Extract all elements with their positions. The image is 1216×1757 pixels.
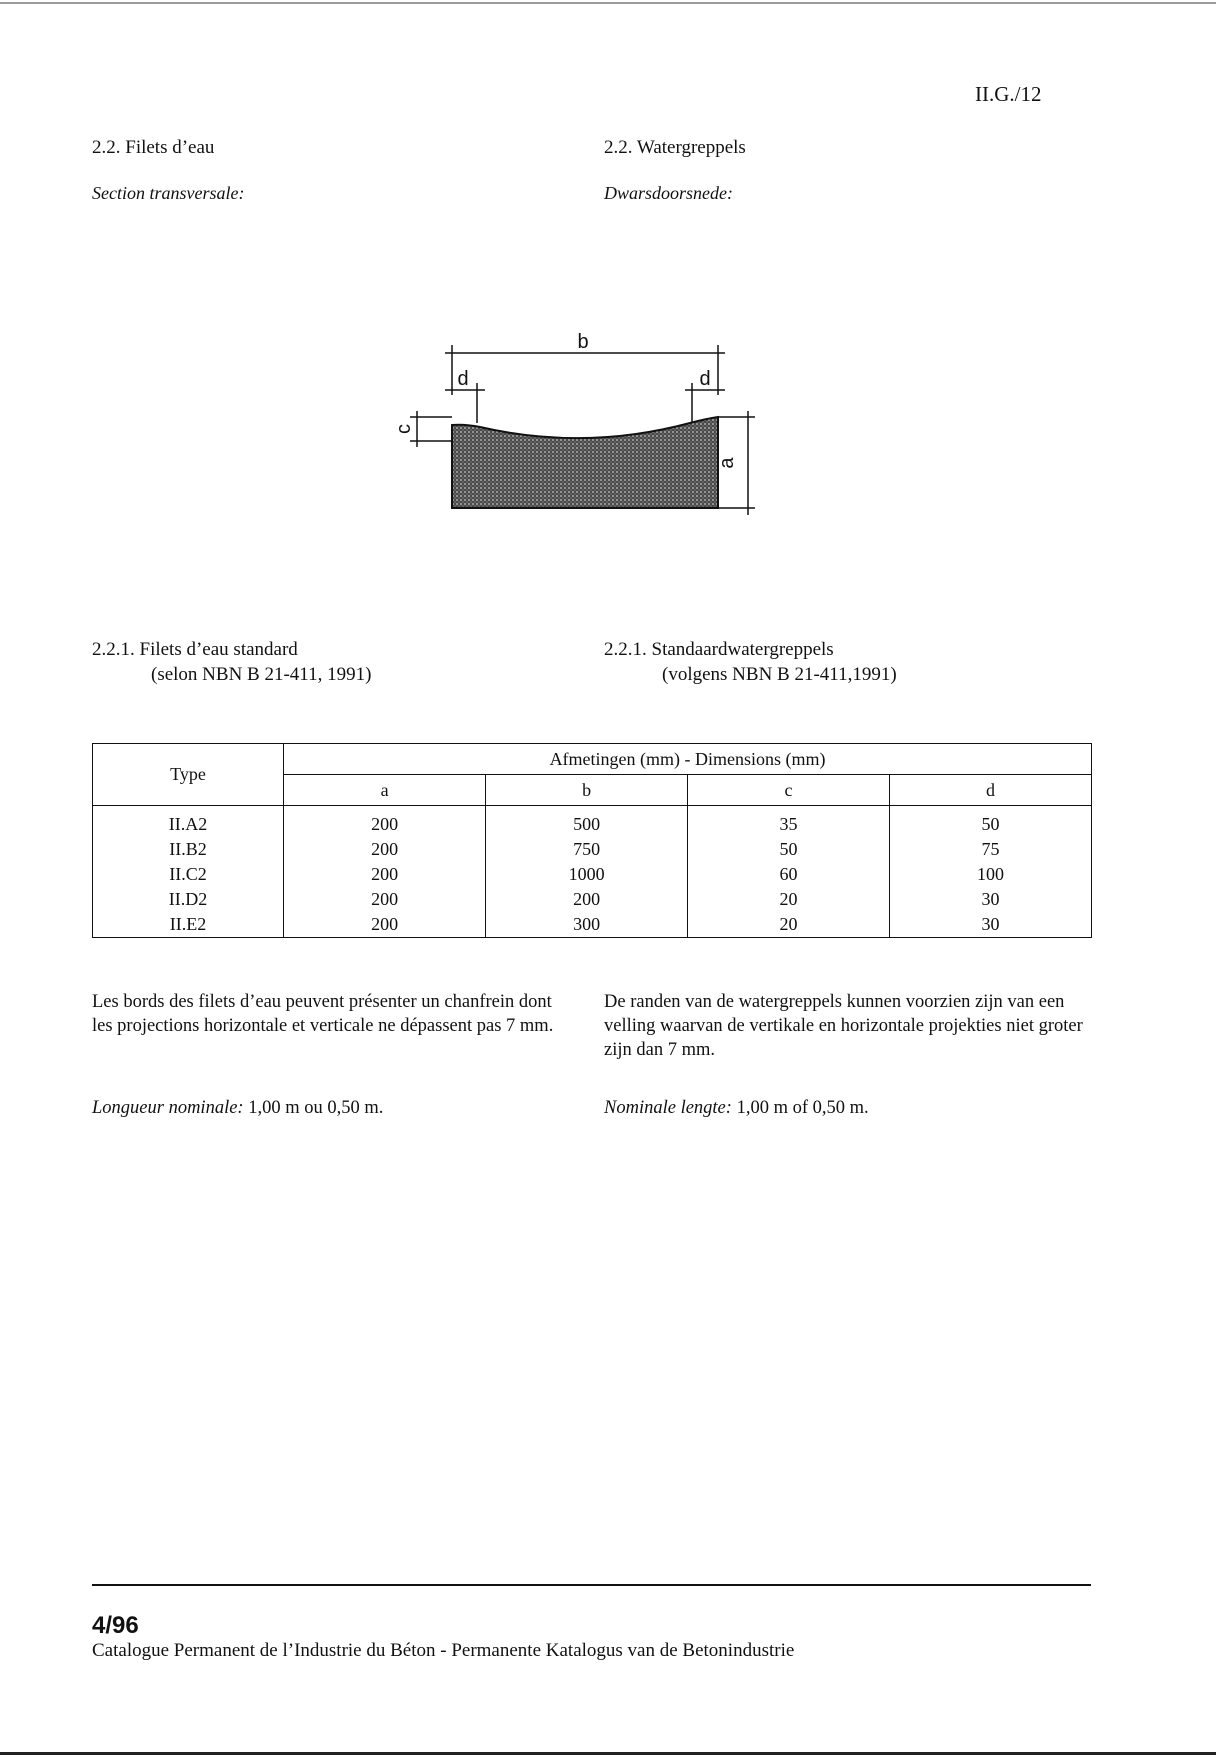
right-nominal <box>604 1098 869 1119</box>
left-nominal-label: Longueur nominale: <box>92 1098 244 1118</box>
cell-type: II.B2 <box>93 837 284 862</box>
right-std-ref: (volgens NBN B 21-411,1991) <box>662 664 897 685</box>
left-std-ref: (selon NBN B 21-411, 1991) <box>151 664 372 685</box>
table-row <box>93 837 1092 862</box>
group-header: Afmetingen (mm) - Dimensions (mm) <box>284 744 1092 775</box>
cell-b: 750 <box>486 837 688 862</box>
footer-rule <box>92 1584 1091 1586</box>
label-a: a <box>716 457 738 469</box>
table-row <box>93 887 1092 912</box>
left-subheading: Section transversale: <box>92 183 245 203</box>
table-row <box>93 912 1092 938</box>
label-d-left: d <box>457 368 469 390</box>
right-subheading: Dwarsdoorsnede: <box>604 183 733 203</box>
cell-a: 200 <box>284 837 486 862</box>
label-b: b <box>577 331 589 353</box>
bottom-edge-line <box>0 1752 1216 1755</box>
cell-c: 60 <box>688 862 890 887</box>
gutter-body <box>452 417 718 508</box>
right-std-title: 2.2.1. Standaardwatergreppels <box>604 639 834 660</box>
cell-c: 35 <box>688 806 890 838</box>
footer-catalogue: Catalogue Permanent de l’Industrie du Béton - Permanente Katalogus van de Betonindustrie <box>92 1640 795 1661</box>
cell-d: 30 <box>889 887 1091 912</box>
right-heading: 2.2. Watergreppels <box>604 137 746 158</box>
top-edge-line <box>0 2 1216 4</box>
right-paragraph: De randen van de watergreppels kunnen voorzien zijn van een velling waarvan de vertikale en horizontale projekties niet groter zijn dan 7 mm. <box>604 992 1083 1060</box>
cell-d: 30 <box>889 912 1091 938</box>
dimensions-table <box>92 743 1092 938</box>
left-paragraph: Les bords des filets d’eau peuvent présenter un chanfrein dont les projections horizontale et verticale ne dépassent pas 7 mm. <box>92 992 554 1036</box>
label-d-right: d <box>699 368 711 390</box>
footer-page-number: 4/96 <box>92 1612 139 1639</box>
cell-a: 200 <box>284 862 486 887</box>
cross-section-diagram <box>393 331 770 530</box>
left-std-title: 2.2.1. Filets d’eau standard <box>92 639 298 660</box>
cell-b: 500 <box>486 806 688 838</box>
cell-c: 20 <box>688 912 890 938</box>
right-nominal-value: 1,00 m of 0,50 m. <box>736 1098 869 1118</box>
col-header-d: d <box>889 775 1091 806</box>
cell-type: II.C2 <box>93 862 284 887</box>
cell-type: II.D2 <box>93 887 284 912</box>
cell-b: 300 <box>486 912 688 938</box>
cell-a: 200 <box>284 912 486 938</box>
cell-c: 50 <box>688 837 890 862</box>
label-c: c <box>393 424 415 434</box>
type-header: Type <box>93 744 284 806</box>
cell-type: II.A2 <box>93 806 284 838</box>
cell-type: II.E2 <box>93 912 284 938</box>
left-nominal <box>92 1098 383 1119</box>
left-heading: 2.2. Filets d’eau <box>92 137 215 158</box>
left-nominal-value: 1,00 m ou 0,50 m. <box>248 1098 384 1118</box>
page-code: II.G./12 <box>975 82 1042 106</box>
cell-d: 75 <box>889 837 1091 862</box>
col-header-a: a <box>284 775 486 806</box>
cell-b: 1000 <box>486 862 688 887</box>
cell-d: 50 <box>889 806 1091 838</box>
right-nominal-label: Nominale lengte: <box>604 1098 732 1118</box>
cell-d: 100 <box>889 862 1091 887</box>
table-row <box>93 862 1092 887</box>
col-header-c: c <box>688 775 890 806</box>
cell-b: 200 <box>486 887 688 912</box>
cell-a: 200 <box>284 806 486 838</box>
col-header-b: b <box>486 775 688 806</box>
table-row <box>93 806 1092 838</box>
cell-c: 20 <box>688 887 890 912</box>
cell-a: 200 <box>284 887 486 912</box>
